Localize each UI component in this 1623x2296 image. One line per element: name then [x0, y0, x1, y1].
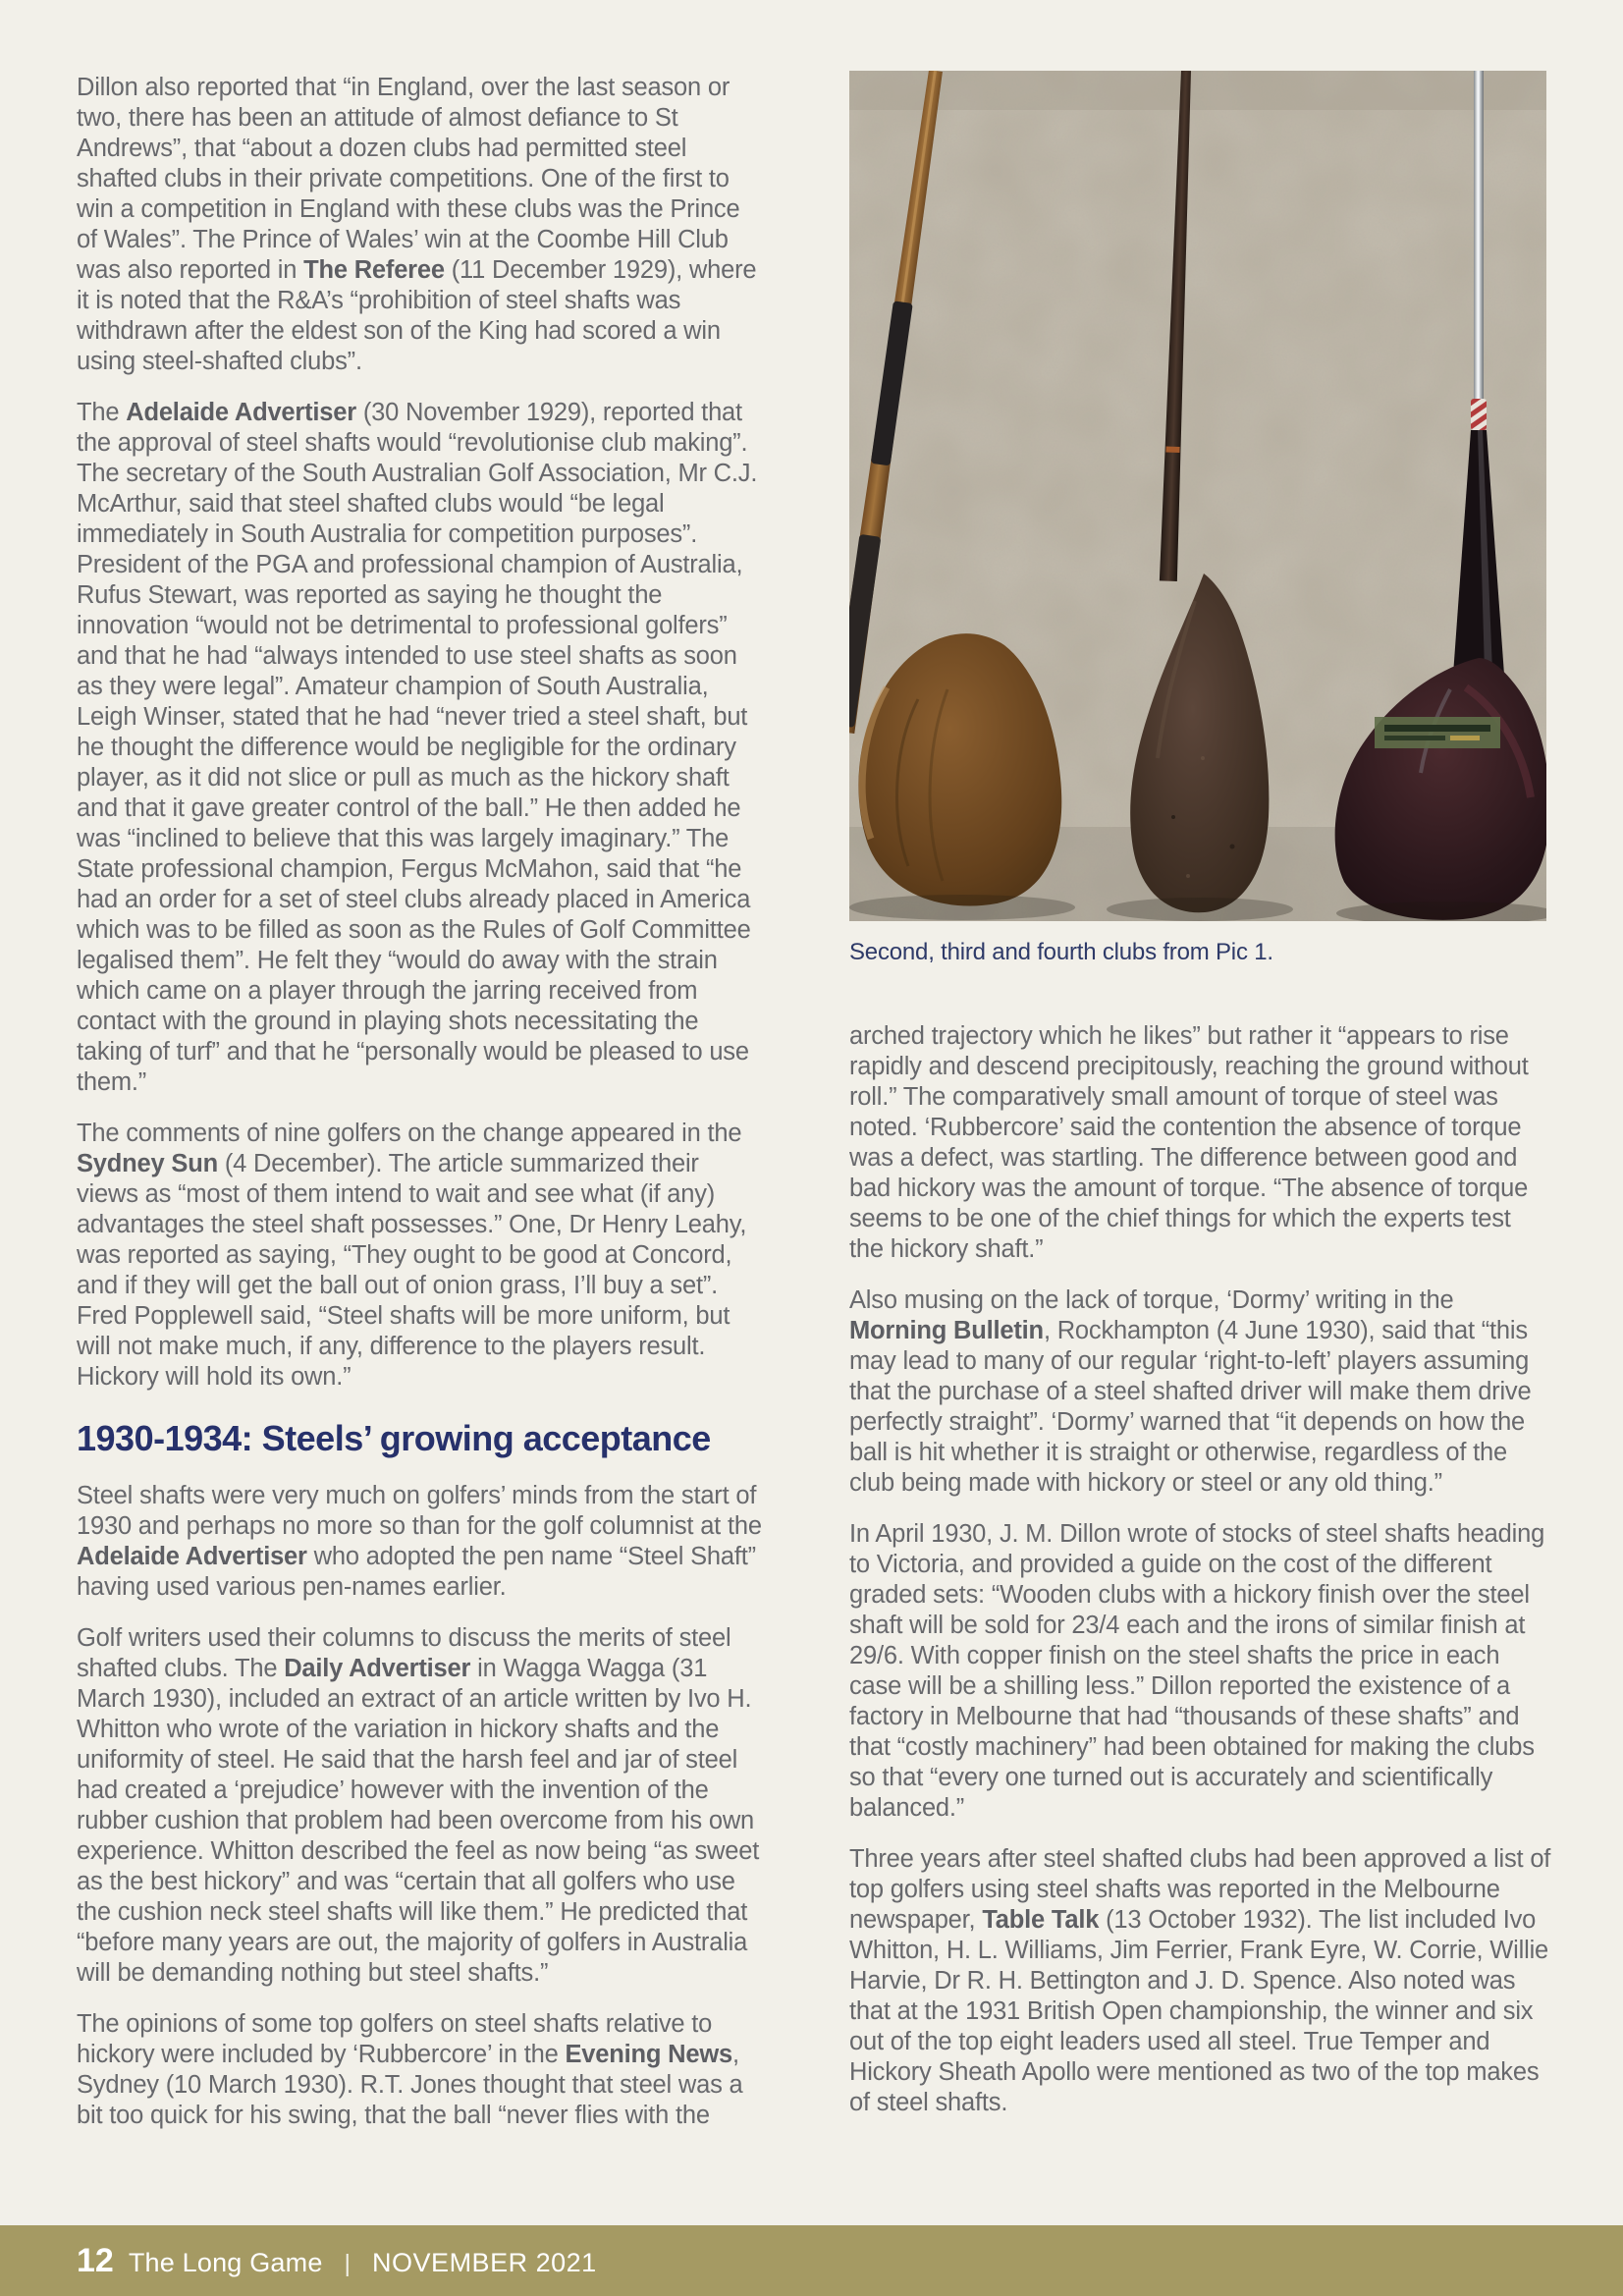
ferrule-stripe-band: [1471, 399, 1487, 430]
photo-figure: [849, 71, 1546, 967]
photo-caption: Second, third and fourth clubs from Pic 1.: [849, 939, 1273, 965]
paragraph: The opinions of some top golfers on steel shafts relative to hickory were included by ‘Rubbercore’ in the Evening News, Sydney (10 March 1930). R.T. Jones thought that steel was a bit too quick for his swing, that the ball “never flies with the: [77, 2010, 743, 2129]
footer-separator: |: [344, 2249, 352, 2277]
left-column: [77, 73, 764, 2152]
golf-clubs-photo: [849, 71, 1546, 921]
paragraph: Also musing on the lack of torque, ‘Dormy’ writing in the Morning Bulletin, Rockhampton (4 June 1930), said that “this may lead to many of our regular ‘right-to-left’ players assuming that the purchase of a steel shafted driver will make them drive perfectly straight”. ‘Dormy’ warned that “it depends on how the ball is hit whether it is straight or otherwise, regardless of the club being made with hickory or steel or any old thing.”: [849, 1286, 1532, 1497]
paragraph: In April 1930, J. M. Dillon wrote of stocks of steel shafts heading to Victoria, and provided a guide on the cost of the different graded sets: “Wooden clubs with a hickory finish over the steel shaft will be sold for 23/4 each and the irons of similar finish at 29/6. With copper finish on the steel shafts the price in each case will be a shilling less.” Dillon reported the existence of a factory in Melbourne that had “thousands of these shafts” and that “costly machinery” had been obtained for making the clubs so that “every one turned out is accurately and scientifically balanced.”: [849, 1520, 1545, 1822]
paragraph: arched trajectory which he likes” but rather it “appears to rise rapidly and descend precipitously, reaching the ground without roll.” The comparatively small amount of torque of steel was noted. ‘Rubbercore’ said the contention the absence of torque was a defect, was startling. The difference between good and bad hickory was the amount of torque. “The absence of torque seems to be one of the chief things for which the experts test the hickory shaft.”: [849, 1022, 1529, 1263]
page-footer: [0, 2225, 1623, 2296]
paragraph: Three years after steel shafted clubs had been approved a list of top golfers using steel shafts was reported in the Melbourne newspaper, Table Talk (13 October 1932). The list included Ivo Whitton, H. L. Williams, Jim Ferrier, Frank Eyre, W. Corrie, Willie Harvie, Dr R. H. Bettington and J. D. Spence. Also noted was that at the 1931 British Open championship, the winner and six out of the top eight leaders used all steel. True Temper and Hickory Sheath Apollo were mentioned as two of the top makes of steel shafts.: [849, 1845, 1551, 2116]
issue-date: NOVEMBER 2021: [372, 2247, 597, 2277]
section-heading: 1930-1934: Steels’ growing acceptance: [77, 1418, 711, 1458]
paragraph: Dillon also reported that “in England, over the last season or two, there has been an attitude of almost defiance to St Andrews”, that “about a dozen clubs had permitted steel shafted clubs in their private competitions. One of the first to win a competition in England with these clubs was the Prince of Wales”. The Prince of Wales’ win at the Coombe Hill Club was also reported in The Referee (11 December 1929), where it is noted that the R&A’s “prohibition of steel shafts was withdrawn after the eldest son of the King had scored a win using steel-shafted clubs”.: [77, 74, 757, 375]
page-number: 12: [77, 2241, 114, 2279]
golf-clubs-illustration: [849, 71, 1546, 921]
magazine-title: The Long Game: [128, 2247, 323, 2277]
paragraph: The Adelaide Advertiser (30 November 1929), reported that the approval of steel shafts would “revolutionise club making”. The secretary of the South Australian Golf Association, Mr C.J. McArthur, said that steel shafted clubs would “be legal immediately in South Australia for competition purposes”. President of the PGA and professional champion of Australia, Rufus Stewart, was reported as saying he thought the innovation “would not be detrimental to professional golfers” and that he had “always intended to use steel shafts as soon as they were legal”. Amateur champion of South Australia, Leigh Winser, stated that he had “never tried a steel shaft, but he thought the difference would be negligible for the ordinary player, as it did not slice or pull as much as the hickory shaft and that it gave greater control of the ball.” He then added he was “inclined to believe that this was largely imaginary.” The State professional champion, Fergus McMahon, said that “he had an order for a set of steel clubs already placed in America which was to be filled as soon as the Rules of Golf Committee legalised them”. He felt they “would do away with the strain which came on a player through the jarring received from contact with the ground in playing shots necessitating the taking of turf” and that he “personally would be pleased to use them.”: [77, 399, 758, 1096]
paragraph: Steel shafts were very much on golfers’ minds from the start of 1930 and perhaps no more so than for the golf columnist at the Adelaide Advertiser who adopted the pen name “Steel Shaft” having used various pen-names earlier.: [77, 1482, 762, 1601]
paragraph: The comments of nine golfers on the change appeared in the Sydney Sun (4 December). The article summarized their views as “most of them intend to wait and see what (if any) advantages the steel shaft possesses.” One, Dr Henry Leahy, was reported as saying, “They ought to be good at Concord, and if they will get the ball out of onion grass, I’ll buy a set”. Fred Popplewell said, “Steel shafts will be more uniform, but will not make much, if any, difference to the players result. Hickory will hold its own.”: [77, 1120, 747, 1391]
right-column: [849, 1021, 1551, 2139]
footer-content: [77, 2242, 597, 2280]
paragraph: Golf writers used their columns to discuss the merits of steel shafted clubs. The Daily Advertiser in Wagga Wagga (31 March 1930), included an extract of an article written by Ivo H. Whitton who wrote of the variation in hickory shafts and the uniformity of steel. He said that the harsh feel and jar of steel had created a ‘prejudice’ however with the invention of the rubber cushion that problem had been overcome from his own experience. Whitton described the feel as now being “as sweet as the best hickory” and was “certain that all golfers who use the cushion neck steel shafts will like them.” He predicted that “before many years are out, the majority of golfers in Australia will be demanding nothing but steel shafts.”: [77, 1624, 760, 1987]
head-label: [1375, 717, 1500, 748]
